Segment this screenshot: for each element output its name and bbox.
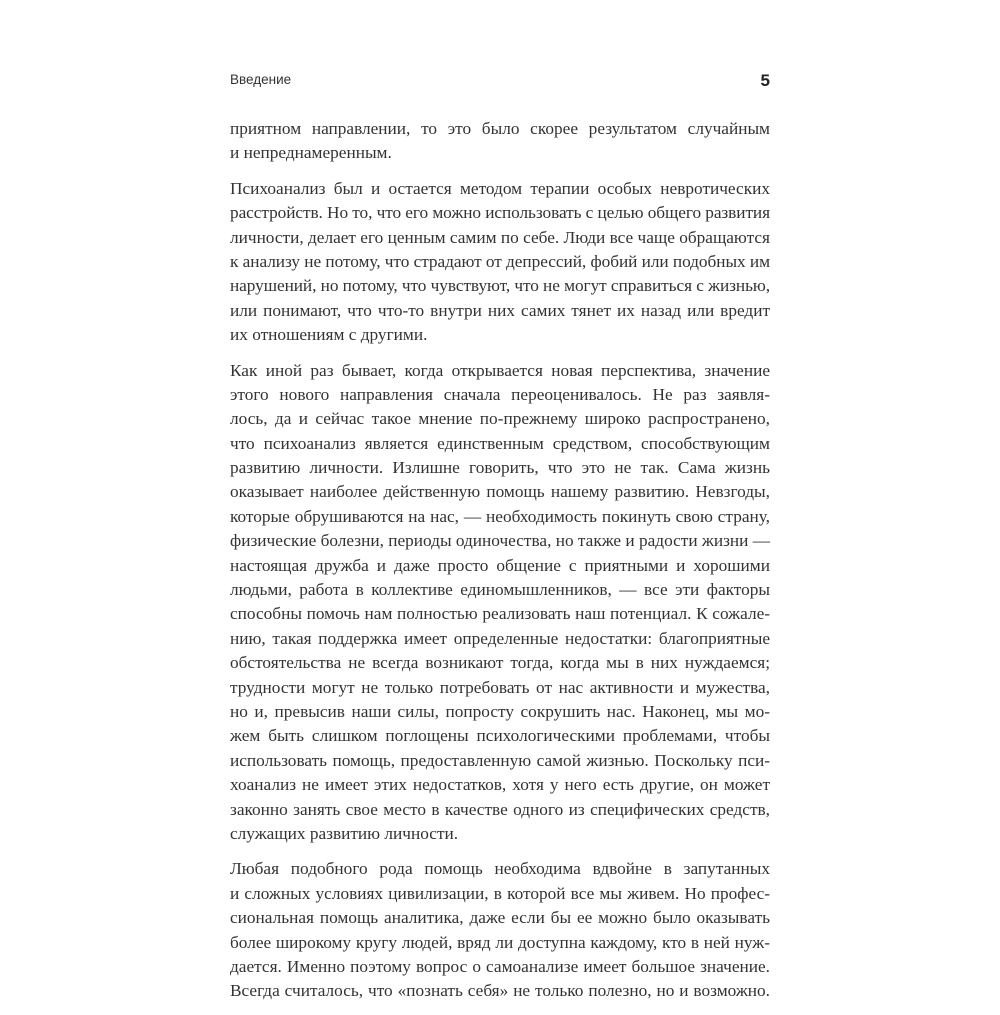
text-line: жем быть слишком поглощены психологическими проблемами, чтобы (230, 726, 770, 746)
text-line: приятном направлении, то это было скорее результатом случайным (230, 119, 770, 138)
text-line: нарушений, но потому, что чувствуют, что не могут справиться с жизнью, (230, 276, 770, 296)
text-line: хоанализ не имеет этих недостатков, хотя у него есть другие, он может (230, 775, 770, 795)
text-line: людьми, работа в коллективе единомышленников, — все эти факторы (230, 580, 770, 600)
text-line: и сложных условиях цивилизации, в которой все мы живем. Но профес- (230, 883, 770, 903)
text-line: служащих развитию личности. (230, 823, 459, 843)
text-line: личности, делает его ценным самим по себе. Люди все чаще обращаются (230, 227, 770, 247)
text-line: этого нового направления сначала переоценивалось. Не раз заявля- (230, 384, 770, 404)
text-line: развитию личности. Излишне говорить, что это не так. Сама жизнь (230, 458, 770, 478)
text-line: что психоанализ является единственным средством, способствующим (230, 433, 770, 453)
book-page (230, 0, 770, 1000)
text-line: обстоятельства не всегда возникают тогда, когда мы в них нуждаемся; (230, 653, 770, 673)
paragraph (230, 359, 770, 847)
text-line: но и, превысив наши силы, попросту сокрушить нас. Наконец, мы мо- (230, 701, 770, 721)
text-line: физические болезни, периоды одиночества, но также и радости жизни — (230, 531, 770, 551)
running-head (230, 72, 770, 92)
text-line: использовать помощь, предоставленную самой жизнью. Поскольку пси- (230, 750, 770, 770)
paragraph (230, 857, 770, 1003)
paragraph (230, 177, 770, 348)
text-line: сиональная помощь аналитика, даже если бы ее можно было оказывать (230, 908, 770, 928)
text-line: их отношениям с другими. (230, 325, 428, 345)
text-line: законно занять свое место в качестве одного из специфических средств, (230, 799, 770, 819)
text-line: и непреднамеренным. (230, 143, 392, 163)
text-line: расстройств. Но то, что его можно использовать с целью общего развития (230, 203, 770, 223)
text-line: нию, такая поддержка имеет определенные недостатки: благоприятные (230, 628, 770, 648)
text-line: к анализу не потому, что страдают от депрессий, фобий или подобных им (230, 251, 770, 271)
text-line: трудности могут не только потребовать от нас активности и мужества, (230, 677, 770, 697)
text-line: или понимают, что что-то внутри них самих тянет их назад или вредит (230, 300, 770, 320)
text-line: дается. Именно поэтому вопрос о самоанализе имеет большое значение. (230, 956, 770, 976)
paragraph (230, 117, 770, 166)
text-line: Психоанализ был и остается методом терапии особых невротических (230, 178, 770, 198)
text-line: оказывает наиболее действенную помощь нашему развитию. Невзгоды, (230, 482, 770, 502)
text-line: настоящая дружба и даже просто общение с приятными и хорошими (230, 555, 770, 575)
text-line: Всегда считалось, что «познать себя» не только полезно, но и возможно. (230, 981, 770, 1001)
text-line: лось, да и сейчас такое мнение по-прежнему широко распространено, (230, 409, 770, 429)
text-line: Как иной раз бывает, когда открывается новая перспектива, значение (230, 360, 770, 380)
section-title: Введение (230, 72, 292, 87)
body-text (230, 117, 770, 1015)
text-line: более широкому кругу людей, вряд ли доступна каждому, кто в ней нуж- (230, 932, 770, 952)
text-line: которые обрушиваются на нас, — необходимость покинуть свою страну, (230, 506, 770, 526)
text-line: способны помочь нам полностью реализовать наш потенциал. К сожале- (230, 604, 770, 624)
page-number: 5 (760, 71, 770, 90)
text-line: Любая подобного рода помощь необходима вдвойне в запутанных (230, 859, 770, 879)
